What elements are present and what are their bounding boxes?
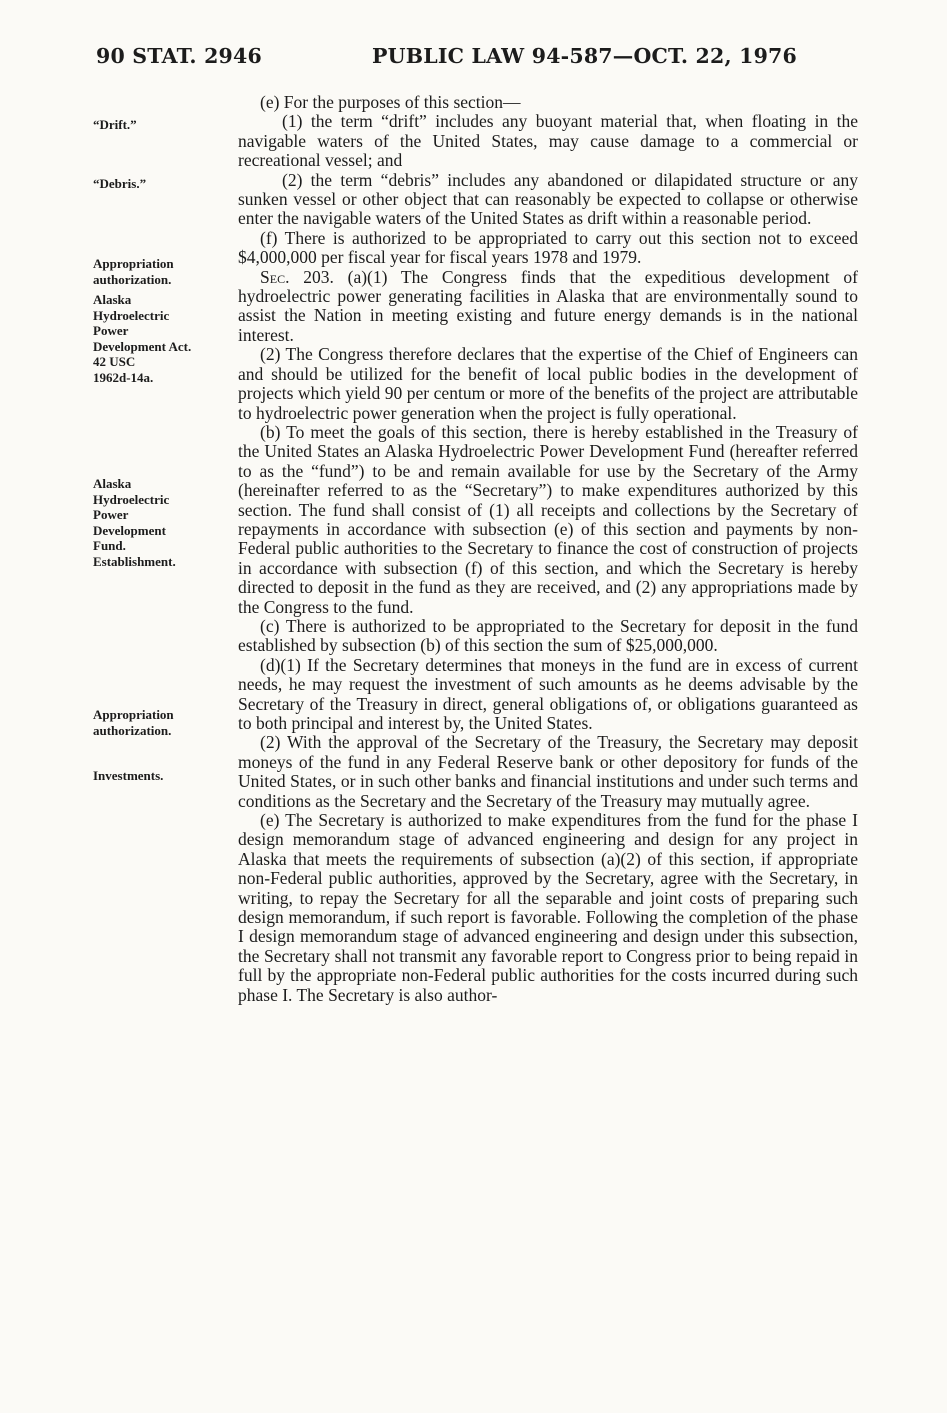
paragraph-sec203-a1: Sec. 203. (a)(1) The Congress finds that the expeditious development of hydroelectric power generating facilities in Alaska that are environmentally sound to assist the Nation in meeting existing and future energy demands is in the national interest. [238, 266, 859, 345]
margin-note-drift: “Drift.” [93, 117, 137, 132]
paragraph-b: (b) To meet the goals of this section, there is hereby established in the Treasury of the United States an Alaska Hydroelectric Power Development Fund (hereafter referred to as the “fund”) to be and remain available for use by the Secretary of the Army (hereinafter referred to as the “Secretary”) to make expenditures authorized by this section. The fund shall consist of (1) all receipts and collections by the Secretary of repayments in accordance with subsection (e) of this section and payments by non-Federal public authorities to the Secretary to finance the cost of construction of projects in accordance with subsection (f) of this section, and which the Secretary is hereby directed to deposit in the fund as they are received, and (2) any appropriations made by the Congress to the fund. [238, 421, 858, 617]
paragraph-a2: (2) The Congress therefore declares that the expertise of the Chief of Engineers can and should be utilized for the benefit of local public bodies in the development of projects which yield 90 per centum or more of the benefits of the project are attributable to hydroelectric power generation when the project is fully operational. [238, 344, 858, 423]
margin-note-investments: Investments. [93, 768, 164, 783]
paragraph-e-fund: (e) The Secretary is authorized to make expenditures from the fund for the phase I design memorandum stage of advanced engineering and design for any project in Alaska that meets the requirements of subsection (a)(2) of this section, if appropriate non-Federal public authorities, approved by the Secretary, agree with the Secretary, in writing, to repay the Secretary for all the separable and joint costs of preparing such design memorandum, if such report is favorable. Following the completion of the phase I design memorandum stage of advanced engineering and design under this subsection, the Secretary shall not transmit any favorable report to Congress prior to being repaid in full by the appropriate non-Federal public authorities for the costs incurred during such phase I. The Secretary is also author- [238, 810, 858, 1005]
stat-page-number: 90 STAT. 2946 [96, 44, 262, 68]
margin-note-debris: “Debris.” [93, 176, 147, 191]
paragraph-c: (c) There is authorized to be appropriated to the Secretary for deposit in the fund established by subsection (b) of this section the sum of $25,000,000. [238, 615, 858, 656]
margin-note-alaska-act: Alaska Hydroelectric Power Development Act. 42 USC 1962d-14a. [93, 292, 192, 385]
paragraph-d1: (d)(1) If the Secretary determines that moneys in the fund are in excess of current needs, he may request the investment of such amounts as he deems advisable by the Secretary of the Treasury in direct, general obligations of, or obligations guaranteed as to both principal and interest by, the United States. [238, 654, 858, 733]
paragraph-d2: (2) With the approval of the Secretary of the Treasury, the Secretary may deposit moneys of the fund in any Federal Reserve bank or other depository for funds of the United States, or in such other banks and financial institutions and under such terms and conditions as the Secretary and the Secretary of the Treasury may mutually agree. [238, 732, 858, 811]
public-law-title: PUBLIC LAW 94-587—OCT. 22, 1976 [372, 44, 797, 68]
section-label: Sec. 203. [260, 266, 334, 287]
margin-note-alaska-fund: Alaska Hydroelectric Power Development Fund. Establishment. [93, 476, 176, 569]
paragraph-f: (f) There is authorized to be appropriated to carry out this section not to exceed $4,000,000 per fiscal year for fiscal years 1978 and 1979. [238, 227, 858, 268]
paragraph-e2: (2) the term “debris” includes any abandoned or dilapidated structure or any sunken vessel or other object that can reasonably be expected to collapse or otherwise enter the navigable waters of the United States as drift within a reasonable period. [238, 169, 858, 229]
margin-note-appropriation-1: Appropriation authorization. [93, 256, 174, 287]
paragraph-e-intro: (e) For the purposes of this section— [260, 92, 521, 112]
paragraph-e1: (1) the term “drift” includes any buoyant material that, when floating in the navigable waters of the United States, may cause damage to a commercial or recreational vessel; and [238, 111, 858, 171]
statute-body [238, 93, 858, 1005]
page-header [96, 44, 866, 74]
margin-note-appropriation-2: Appropriation authorization. [93, 707, 174, 738]
